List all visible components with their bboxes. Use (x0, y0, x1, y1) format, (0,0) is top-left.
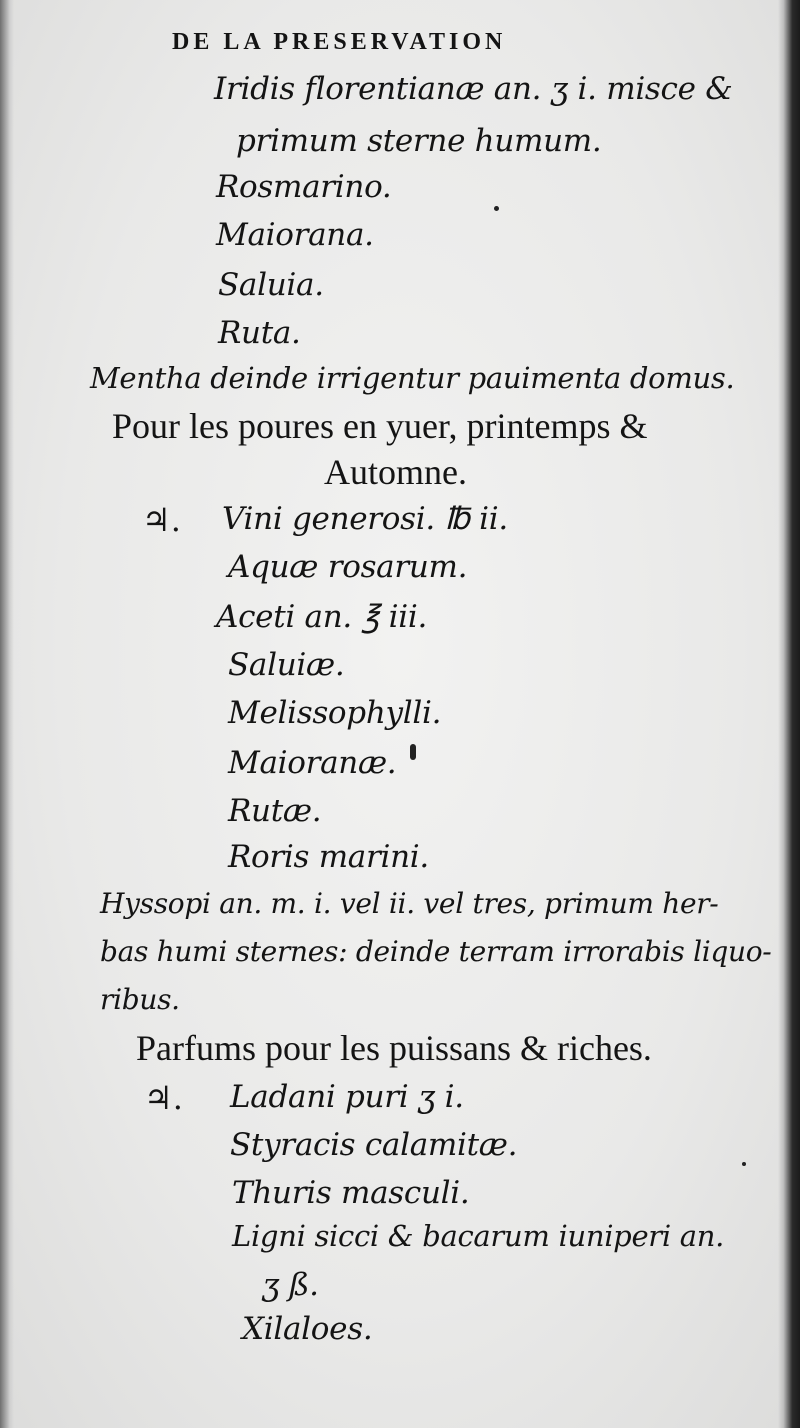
section-heading: Parfums pour les puissans & riches. (136, 1028, 652, 1068)
text-line: Maiorana. (216, 217, 374, 253)
text-line: Saluia. (218, 267, 324, 303)
text-line: Styracis calamitæ. (230, 1127, 518, 1163)
text-line: Aquæ rosarum. (228, 549, 468, 585)
text-line: Iridis florentianæ an. ʒ i. misce & (214, 71, 733, 107)
section-heading: Automne. (324, 452, 467, 492)
text-line: bas humi sternes: deinde terram irrorabis liquo- (100, 935, 772, 968)
text-line: Aceti an. ℥ iii. (216, 599, 428, 635)
recipe-symbol: ♃. (142, 501, 181, 539)
text-line: Ruta. (218, 315, 301, 351)
page-left-edge (0, 0, 14, 1428)
text-line: ribus. (100, 983, 180, 1016)
text-line: Ligni sicci & bacarum iuniperi an. (232, 1219, 725, 1253)
text-line: Saluiæ. (228, 647, 345, 683)
text-line: Roris marini. (228, 839, 429, 875)
text-line: Maioranæ. (228, 745, 397, 781)
text-line: Xilaloes. (242, 1311, 373, 1347)
text-line: Ladani puri ʒ i. (230, 1079, 464, 1115)
ink-speck (742, 1162, 746, 1166)
text-line: ʒ ß. (262, 1267, 319, 1303)
ink-speck (410, 744, 416, 760)
running-head: DE LA PRESERVATION (172, 29, 507, 55)
text-line: Vini generosi. ℔ ii. (222, 501, 508, 537)
text-line: Rosmarino. (216, 169, 392, 205)
text-line: Melissophylli. (228, 695, 442, 731)
ink-speck (494, 206, 499, 211)
text-line: primum sterne humum. (236, 123, 602, 159)
text-line: Mentha deinde irrigentur pauimenta domus. (90, 361, 735, 395)
recipe-symbol: ♃. (144, 1079, 183, 1117)
section-heading: Pour les poures en yuer, printemps & (112, 406, 648, 446)
text-line: Rutæ. (228, 793, 322, 829)
page-right-edge (778, 0, 800, 1428)
text-line: Hyssopi an. m. i. vel ii. vel tres, primum her- (100, 887, 719, 920)
text-line: Thuris masculi. (232, 1175, 470, 1211)
